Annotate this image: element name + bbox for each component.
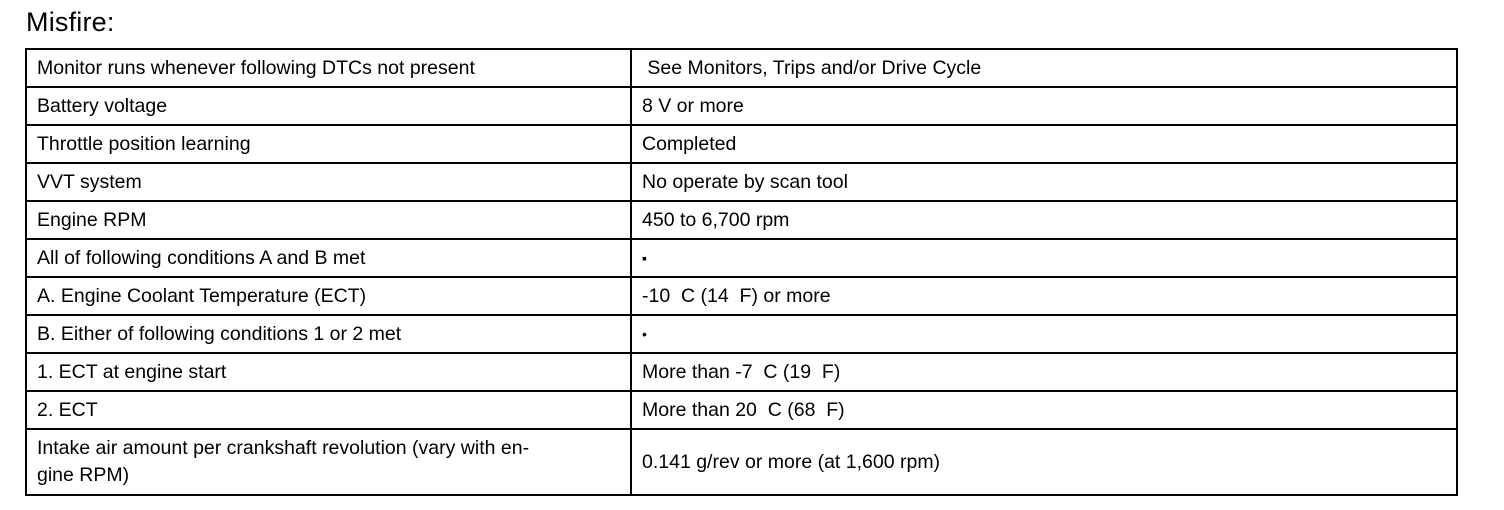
value-cell: More than 20 C (68 F) (631, 391, 1457, 429)
condition-cell: All of following conditions A and B met (26, 239, 631, 277)
value-cell: -10 C (14 F) or more (631, 277, 1457, 315)
value-cell: Completed (631, 125, 1457, 163)
table-row (26, 429, 1457, 495)
value-cell: See Monitors, Trips and/or Drive Cycle (631, 49, 1457, 87)
condition-cell: Monitor runs whenever following DTCs not present (26, 49, 631, 87)
condition-cell: 1. ECT at engine start (26, 353, 631, 391)
condition-cell: B. Either of following conditions 1 or 2 met (26, 315, 631, 353)
condition-cell: Throttle position learning (26, 125, 631, 163)
table-row (26, 353, 1457, 391)
table-row (26, 391, 1457, 429)
value-cell: More than -7 C (19 F) (631, 353, 1457, 391)
value-cell: 8 V or more (631, 87, 1457, 125)
condition-cell: Battery voltage (26, 87, 631, 125)
table-row (26, 49, 1457, 87)
condition-cell: Engine RPM (26, 201, 631, 239)
value-cell: No operate by scan tool (631, 163, 1457, 201)
condition-cell: VVT system (26, 163, 631, 201)
condition-cell: A. Engine Coolant Temperature (ECT) (26, 277, 631, 315)
table-row (26, 87, 1457, 125)
page-title: Misfire: (26, 7, 115, 37)
condition-cell: Intake air amount per crankshaft revolution (vary with en- gine RPM) (26, 429, 631, 495)
value-cell: • (631, 315, 1457, 353)
table-row (26, 277, 1457, 315)
conditions-table (25, 48, 1458, 496)
value-cell: ▪ (631, 239, 1457, 277)
table-row (26, 239, 1457, 277)
table-row (26, 201, 1457, 239)
table-row (26, 163, 1457, 201)
value-cell: 450 to 6,700 rpm (631, 201, 1457, 239)
value-cell: 0.141 g/rev or more (at 1,600 rpm) (631, 429, 1457, 495)
condition-cell: 2. ECT (26, 391, 631, 429)
table-row (26, 315, 1457, 353)
table-row (26, 125, 1457, 163)
